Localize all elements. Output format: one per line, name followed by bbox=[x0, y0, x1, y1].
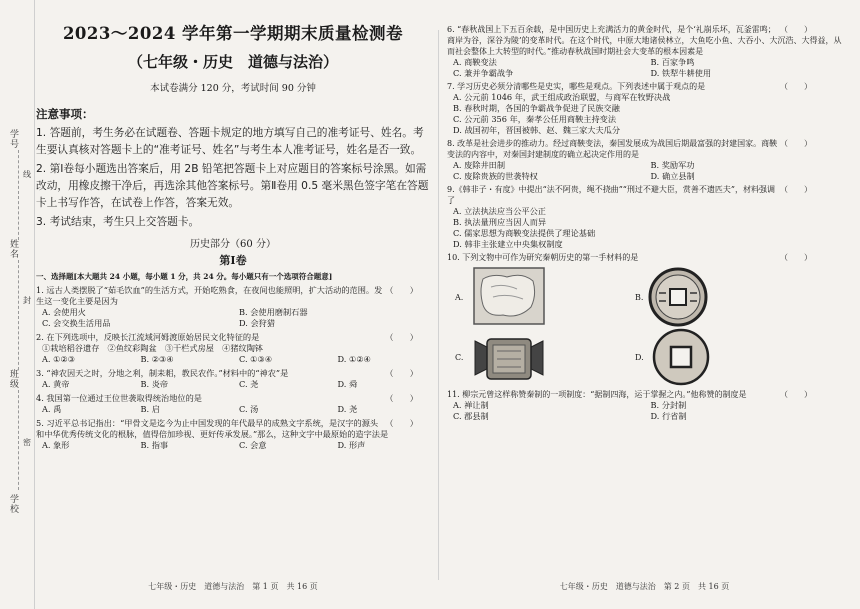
question-6: （ ） 6. “春秋战国上下五百余载，是中国历史上充满活力的黄金时代，是个‘礼崩乐坏，瓦釜雷鸣；商岸为谷，深谷为陵’的变革时代。在这个时代，中原大地诸侯林立，大鱼吃小鱼、大吞小、大沉浩、大得益，从而社会整体上大转型的时代。”推动春秋战国时期社会大变革的根本因素是 bbox=[447, 25, 842, 56]
margin-label-xingming: 姓名 bbox=[10, 240, 20, 260]
option[interactable]: A. 禅让制 bbox=[453, 400, 489, 410]
question-11-options-row2 bbox=[447, 411, 842, 422]
option[interactable]: B. 会使用磨制石器 bbox=[239, 307, 308, 317]
question-1-options-row1 bbox=[36, 307, 430, 318]
option[interactable]: B. 指事 bbox=[140, 440, 169, 450]
artifact-d-square-hole-coin-image bbox=[651, 327, 711, 387]
question-10: （ ） 10. 下列文物中可作为研究秦朝历史的第一手材料的是 bbox=[447, 253, 812, 262]
option[interactable]: D. ①②④ bbox=[337, 354, 371, 364]
artifact-label-a[interactable]: A. bbox=[455, 293, 464, 302]
option[interactable]: B. 百家争鸣 bbox=[650, 57, 695, 67]
option[interactable]: B. 启 bbox=[140, 404, 160, 414]
margin-dash-1 bbox=[18, 150, 19, 240]
footer-right: 七年级・历史 道德与法治 第 2 页 共 16 页 bbox=[559, 582, 730, 591]
question-3-options bbox=[36, 379, 430, 390]
margin-dash-2 bbox=[18, 260, 19, 370]
margin-label-xuehao: 学号 bbox=[10, 130, 20, 150]
option[interactable]: A. 立法执法应当公平公正 bbox=[453, 206, 546, 216]
question-6-options-row1 bbox=[447, 57, 842, 68]
question-6-options-row2 bbox=[447, 68, 842, 79]
option[interactable]: C. 汤 bbox=[239, 404, 259, 414]
option[interactable]: A. 公元前 1046 年，武王组成政治联盟，与商军在牧野决战 bbox=[453, 92, 671, 102]
margin-word-xian: 线 bbox=[23, 170, 31, 179]
option[interactable]: D. 行省制 bbox=[650, 411, 687, 421]
question-4: （ ） 4. 我国第一位通过王位世袭取得统治地位的是 bbox=[36, 393, 418, 403]
notice-item-3: 3. 考试结束，考生只上交答题卡。 bbox=[36, 215, 200, 228]
margin-label-xuexiao: 学校 bbox=[10, 495, 20, 515]
question-8: （ ） 8. 改革是社会进步的推动力。经过商鞅变法，秦国发展成为战国后期最富强的封建国家。商鞅变法的内容中，对秦国封建制度的确立起决定作用的是 bbox=[447, 139, 812, 159]
right-page bbox=[447, 22, 842, 422]
option[interactable]: B. 分封制 bbox=[650, 400, 687, 410]
question-2-items: ①栽培稻谷遗存 ②鱼纹彩陶盆 ③干栏式房屋 ④猪纹陶钵 bbox=[42, 343, 264, 353]
question-9: （ ） 9.《韩非子・有度》中提出“法不阿贵，绳不挠曲”“刑过不避大臣，赏善不遗匹夫”，材料强调了 bbox=[447, 185, 812, 205]
option[interactable]: C. 儒家思想为商鞅变法提供了理论基础 bbox=[453, 228, 596, 238]
option[interactable]: C. 公元前 356 年，秦孝公任用商鞅主持变法 bbox=[453, 114, 617, 124]
artifact-b-round-coin-image bbox=[647, 267, 709, 327]
notice-heading: 注意事项： bbox=[36, 107, 94, 121]
artifact-label-c[interactable]: C. bbox=[455, 353, 464, 362]
option[interactable]: C. ①③④ bbox=[239, 354, 273, 364]
option[interactable]: C. 会交换生活用品 bbox=[42, 318, 111, 328]
option[interactable]: A. 会使用火 bbox=[42, 307, 86, 317]
margin-word-feng: 封 bbox=[23, 296, 31, 305]
question-2-options bbox=[36, 354, 430, 365]
margin-label-banji: 班级 bbox=[10, 370, 20, 390]
artifact-label-d[interactable]: D. bbox=[635, 353, 644, 362]
option[interactable]: C. 郡县制 bbox=[453, 411, 489, 421]
question-11-options-row1 bbox=[447, 400, 842, 411]
option[interactable]: B. ②③④ bbox=[140, 354, 174, 364]
option[interactable]: C. 废除贵族的世袭特权 bbox=[453, 171, 538, 181]
artifact-images bbox=[447, 267, 842, 387]
option[interactable]: A. 禹 bbox=[42, 404, 62, 414]
artifact-label-b[interactable]: B. bbox=[635, 293, 644, 302]
option[interactable]: D. 韩非主张建立中央集权制度 bbox=[453, 239, 563, 249]
option[interactable]: A. 黄帝 bbox=[42, 379, 70, 389]
artifact-c-bronze-vessel-image bbox=[471, 331, 547, 385]
question-4-options bbox=[36, 404, 430, 415]
option[interactable]: B. 炎帝 bbox=[140, 379, 169, 389]
exam-subtitle: （七年级・历史 道德与法治） bbox=[127, 53, 338, 71]
notice-item-2: 2. 第Ⅰ卷每小题选出答案后，用 2B 铅笔把答题卡上对应题目的答案标号涂黑。如需改动，用橡皮擦干净后，再选涂其他答案标号。第Ⅱ卷用 0.5 毫米黑色签字笔在答题卡上书写作答，在试卷上作答，答案无效。 bbox=[36, 162, 429, 209]
question-8-options-row2 bbox=[447, 171, 842, 182]
volume-heading: 第Ⅰ卷 bbox=[219, 254, 247, 267]
option[interactable]: B. 春秋时期，各国的争霸战争促进了民族交融 bbox=[453, 103, 620, 113]
option[interactable]: D. 舜 bbox=[337, 379, 358, 389]
option[interactable]: A. ①②③ bbox=[42, 354, 76, 364]
question-7: （ ） 7. 学习历史必须分清哪些是史实，哪些是观点。下列表述中属于观点的是 bbox=[447, 82, 812, 91]
option[interactable]: A. 象形 bbox=[42, 440, 70, 450]
section-heading: 一、选择题[本大题共 24 小题，每小题 1 分，共 24 分。每小题只有一个选项符合题意] bbox=[36, 272, 333, 281]
option[interactable]: A. 废除井田制 bbox=[453, 160, 506, 170]
option[interactable]: D. 确立县制 bbox=[650, 171, 695, 181]
option[interactable]: C. 会意 bbox=[239, 440, 267, 450]
question-11: （ ） 11. 柳宗元曾这样称赞秦制的一项制度：“据制四海，运于掌握之内。”他称赞的制度是 bbox=[447, 390, 812, 399]
option[interactable]: D. 形声 bbox=[337, 440, 366, 450]
option[interactable]: B. 奖励军功 bbox=[650, 160, 695, 170]
question-3: （ ） 3. “神农因天之时，分地之利，制耒耜，教民农作。”材料中的“神农”是 bbox=[36, 368, 418, 378]
exam-info: 本试卷满分 120 分，考试时间 90 分钟 bbox=[150, 83, 316, 94]
question-5-options bbox=[36, 440, 430, 451]
option[interactable]: C. 尧 bbox=[239, 379, 259, 389]
option[interactable]: B. 执法量刑应当因人而异 bbox=[453, 217, 547, 227]
margin-dash-3 bbox=[18, 390, 19, 490]
question-5: （ ） 5. 习近平总书记指出：“甲骨文是迄今为止中国发现的年代最早的成熟文字系统，是汉字的源头和中华优秀传统文化的根脉，值得倍加珍视、更好传承发展。”那么，这种文字中最原始的造字法是 bbox=[36, 418, 418, 439]
question-1-options-row2 bbox=[36, 318, 430, 329]
page-divider bbox=[438, 30, 439, 580]
option[interactable]: D. 战国初年，晋国被韩、赵、魏三家大夫瓜分 bbox=[453, 125, 621, 135]
history-part-heading: 历史部分（60 分） bbox=[190, 239, 276, 250]
question-2: （ ） 2. 在下列选项中，反映长江流域河姆渡原始居民文化特征的是 bbox=[36, 332, 418, 342]
left-page bbox=[36, 22, 430, 451]
option[interactable]: D. 会狩猎 bbox=[239, 318, 276, 328]
question-1: （ ） 1. 远古人类摆脱了“茹毛饮血”的生活方式，开始吃熟食，在夜间也能照明，扩大活动的范围。发生这一变化主要是因为 bbox=[36, 285, 418, 306]
notice-item-1: 1. 答题前，考生务必在试题卷、答题卡规定的地方填写自己的准考证号、姓名。考生要认真核对答题卡上的“准考证号、姓名”与考生本人准考证号，姓名是否一致。 bbox=[36, 126, 424, 156]
artifact-a-bronze-plaque-image bbox=[473, 267, 545, 325]
footer-left: 七年级・历史 道德与法治 第 1 页 共 16 页 bbox=[148, 582, 318, 591]
option[interactable]: C. 兼并争霸战争 bbox=[453, 68, 514, 78]
margin-word-mi: 密 bbox=[23, 438, 31, 447]
option[interactable]: D. 尧 bbox=[337, 404, 358, 414]
option[interactable]: A. 商鞅变法 bbox=[453, 57, 497, 67]
option[interactable]: D. 铁犁牛耕使用 bbox=[650, 68, 712, 78]
binding-margin bbox=[0, 0, 35, 609]
exam-title: 2023～2024 学年第一学期期末质量检测卷 bbox=[62, 24, 404, 43]
question-8-options-row1 bbox=[447, 160, 842, 171]
